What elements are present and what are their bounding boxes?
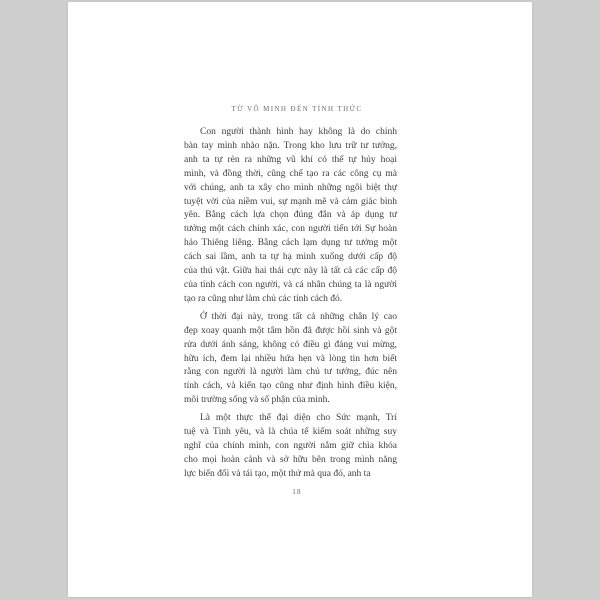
text-line: anh ta tự rèn ra những vũ khí có thể tự hủy hoại <box>184 154 397 165</box>
text-line: Là một thực thể đại diện cho Sức mạnh, Trí <box>200 413 397 424</box>
text-line: nghĩ của chính mình, con người nắm giữ chìa khóa <box>184 440 397 451</box>
text-line: rằng con người là người làm chủ tư tưởng, đúc nên <box>184 367 397 378</box>
text-line: tuyệt vời của niềm vui, sự mạnh mẽ và cảm giác bình <box>184 196 397 207</box>
paragraph <box>184 412 397 482</box>
running-header: TỪ VÔ MINH ĐẾN TỈNH THỨC <box>231 105 363 113</box>
text-line: tạo ra cũng như làm chủ các tính cách đó. <box>184 293 343 304</box>
book-page <box>68 2 532 597</box>
text-line: cho mọi hoàn cảnh và sở hữu bên trong mình năng <box>184 454 397 465</box>
text-line: của thú vật. Giữa hai thái cực này là tất cả các cấp độ <box>184 266 397 277</box>
text-line: mình, và đồng thời, cũng chế tạo ra các công cụ mà <box>184 168 397 179</box>
text-line: hữu ích, đem lại nhiều hứa hẹn và lòng tin hơn biết <box>184 353 397 364</box>
text-line: cách sai lầm, anh ta tự hạ mình xuống dưới cấp độ <box>184 252 397 263</box>
text-line: tính cách, và kiến tạo cũng như định hình điều kiện, <box>184 381 397 392</box>
text-line: tuệ và Tình yêu, và là chúa tể kiểm soát những suy <box>184 427 397 438</box>
page-number: 18 <box>292 488 302 496</box>
text-line: Ở thời đại này, trong tất cả những chân lý cao <box>200 311 397 322</box>
text-line: đẹp xoay quanh một tâm hồn đã được hồi sinh và gột <box>184 325 397 336</box>
paragraph <box>184 311 397 408</box>
text-line: với chúng, anh ta xây cho mình những ngôi biệt thự <box>184 182 397 193</box>
text-line: tưởng một cách chính xác, con người tiến tới Sự hoàn <box>184 224 397 235</box>
text-block <box>184 126 397 486</box>
text-line: rửa dưới ánh sáng, không có điều gì đáng vui mừng, <box>184 339 397 350</box>
paragraph <box>184 126 397 307</box>
text-line: yên. Bằng cách lựa chọn đúng đắn và áp dụng tư <box>184 210 397 221</box>
text-line: Con người thành hình hay không là do chính <box>200 127 397 137</box>
text-line: môi trường sống và số phận của mình. <box>184 395 330 406</box>
text-line: của tính cách con người, và cá nhân chúng ta là người <box>184 279 397 290</box>
text-line: bàn tay mình nhào nặn. Trong kho lưu trữ tư tưởng, <box>184 140 397 151</box>
text-line: hảo Thiêng liêng. Bằng cách lạm dụng tư tưởng một <box>184 238 397 249</box>
text-line: lực biến đổi và tái tạo, một thứ mà qua đó, anh ta <box>184 468 371 479</box>
